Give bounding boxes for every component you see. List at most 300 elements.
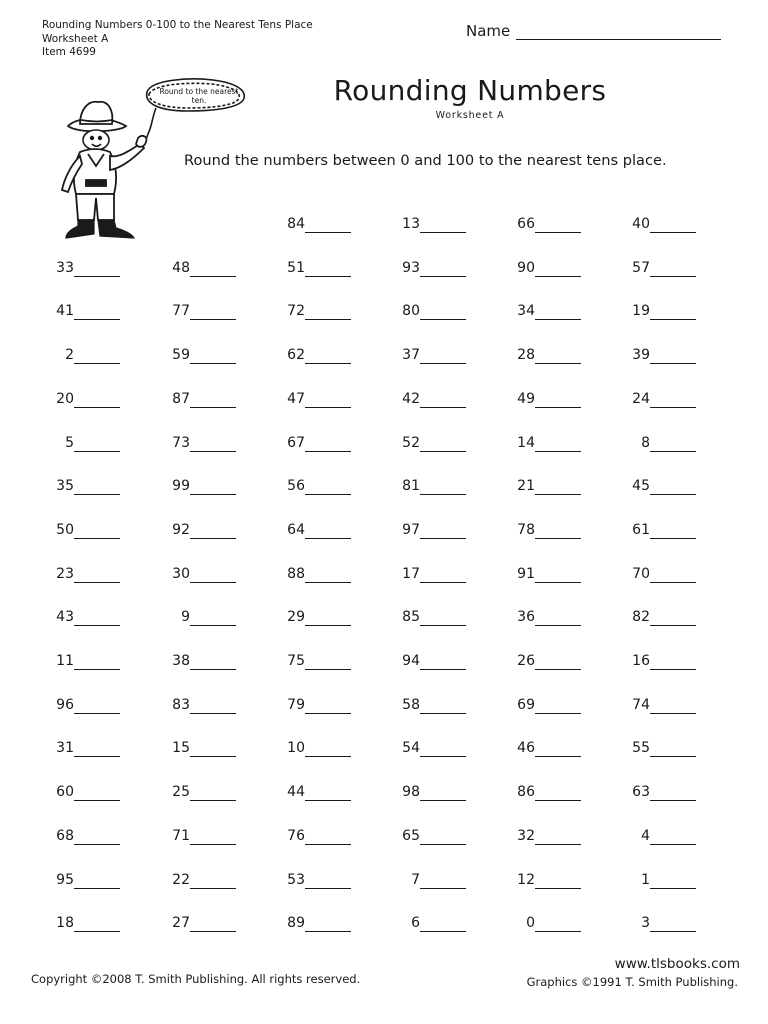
problem-number: 75 <box>287 653 305 669</box>
problem-number: 59 <box>172 347 190 364</box>
rounding-problem <box>586 915 696 937</box>
answer-blank[interactable] <box>305 844 351 845</box>
answer-blank[interactable] <box>74 669 120 670</box>
problem-number: 64 <box>287 521 305 538</box>
answer-blank[interactable] <box>650 931 696 932</box>
answer-blank[interactable] <box>535 756 581 757</box>
rounding-problem <box>471 697 581 719</box>
problem-number: 55 <box>632 740 650 757</box>
answer-blank[interactable] <box>305 582 351 583</box>
rounding-problem <box>10 435 120 457</box>
problem-number: 54 <box>402 740 420 757</box>
rounding-problem <box>586 784 696 806</box>
answer-blank[interactable] <box>420 319 466 320</box>
problem-number: 88 <box>287 565 305 582</box>
problem-number: 57 <box>632 259 650 276</box>
answer-blank[interactable] <box>650 713 696 714</box>
rounding-problem <box>241 478 351 500</box>
problem-number: 36 <box>517 609 535 626</box>
problem-number: 44 <box>287 784 305 801</box>
answer-blank[interactable] <box>420 756 466 757</box>
rounding-problem <box>471 347 581 369</box>
problem-number: 77 <box>172 303 190 320</box>
answer-blank[interactable] <box>190 276 236 277</box>
rounding-problem <box>126 609 236 631</box>
rounding-problem <box>471 566 581 588</box>
rounding-problem <box>10 303 120 325</box>
answer-blank[interactable] <box>650 669 696 670</box>
answer-blank[interactable] <box>535 844 581 845</box>
rounding-problem <box>10 915 120 937</box>
problem-number: 72 <box>287 303 305 320</box>
rounding-problem <box>356 915 466 937</box>
problem-number: 31 <box>56 740 74 757</box>
rounding-problem <box>356 303 466 325</box>
answer-blank[interactable] <box>190 756 236 757</box>
rounding-problem <box>356 872 466 894</box>
problem-number: 84 <box>287 216 305 232</box>
graphics-credit: Graphics ©1991 T. Smith Publishing. <box>526 975 738 989</box>
answer-blank[interactable] <box>650 756 696 757</box>
problem-number: 45 <box>632 478 650 495</box>
rounding-problem <box>586 303 696 325</box>
rounding-problem <box>241 828 351 850</box>
problem-number: 95 <box>56 871 74 888</box>
answer-blank[interactable] <box>305 800 351 801</box>
answer-blank[interactable] <box>420 451 466 452</box>
answer-blank[interactable] <box>535 276 581 277</box>
problem-number: 16 <box>632 653 650 669</box>
problem-number: 65 <box>402 827 420 844</box>
rounding-problem <box>356 435 466 457</box>
rounding-problem <box>241 216 351 238</box>
answer-blank[interactable] <box>305 319 351 320</box>
rounding-problem <box>471 653 581 675</box>
problem-number: 32 <box>517 827 535 844</box>
problem-number: 12 <box>517 871 535 888</box>
answer-blank[interactable] <box>190 494 236 495</box>
answer-blank[interactable] <box>74 538 120 539</box>
rounding-problem <box>10 872 120 894</box>
answer-blank[interactable] <box>650 407 696 408</box>
answer-blank[interactable] <box>305 756 351 757</box>
rounding-problem <box>356 740 466 762</box>
answer-blank[interactable] <box>74 713 120 714</box>
rounding-problem <box>471 522 581 544</box>
rounding-problem <box>126 697 236 719</box>
rounding-problem <box>471 872 581 894</box>
problem-number: 24 <box>632 390 650 407</box>
answer-blank[interactable] <box>650 844 696 845</box>
problem-number: 19 <box>632 303 650 320</box>
rounding-problem <box>471 740 581 762</box>
answer-blank[interactable] <box>535 494 581 495</box>
answer-blank[interactable] <box>420 582 466 583</box>
problem-number: 93 <box>402 259 420 276</box>
rounding-problem <box>471 216 581 238</box>
rounding-problem <box>356 478 466 500</box>
answer-blank[interactable] <box>190 407 236 408</box>
rounding-problem <box>471 391 581 413</box>
name-write-line <box>516 23 721 40</box>
rounding-problem <box>356 391 466 413</box>
problem-number: 30 <box>172 565 190 582</box>
answer-blank[interactable] <box>650 451 696 452</box>
problem-number: 61 <box>632 521 650 538</box>
answer-blank[interactable] <box>74 756 120 757</box>
rounding-problem <box>126 872 236 894</box>
problem-number: 94 <box>402 653 420 669</box>
problem-number: 51 <box>287 259 305 276</box>
answer-blank[interactable] <box>650 363 696 364</box>
rounding-problem <box>241 872 351 894</box>
rounding-problem <box>241 609 351 631</box>
answer-blank[interactable] <box>420 931 466 932</box>
problem-number: 87 <box>172 390 190 407</box>
answer-blank[interactable] <box>74 451 120 452</box>
problem-number: 80 <box>402 303 420 320</box>
problem-number: 3 <box>641 915 650 932</box>
answer-blank[interactable] <box>420 800 466 801</box>
problem-number: 78 <box>517 521 535 538</box>
answer-blank[interactable] <box>420 888 466 889</box>
rounding-problem <box>10 391 120 413</box>
answer-blank[interactable] <box>190 888 236 889</box>
rounding-problem <box>241 303 351 325</box>
answer-blank[interactable] <box>535 888 581 889</box>
copyright-notice: Copyright ©2008 T. Smith Publishing. All rights reserved. <box>31 972 361 986</box>
answer-blank[interactable] <box>420 407 466 408</box>
rounding-problem <box>586 653 696 675</box>
answer-blank[interactable] <box>74 931 120 932</box>
rounding-problem <box>586 828 696 850</box>
rounding-problem <box>126 347 236 369</box>
problem-number: 9 <box>181 609 190 626</box>
rounding-problem <box>471 303 581 325</box>
answer-blank[interactable] <box>190 931 236 932</box>
answer-blank[interactable] <box>190 582 236 583</box>
answer-blank[interactable] <box>420 494 466 495</box>
answer-blank[interactable] <box>190 669 236 670</box>
problem-number: 68 <box>56 827 74 844</box>
problem-number: 85 <box>402 609 420 626</box>
answer-blank[interactable] <box>535 931 581 932</box>
answer-blank[interactable] <box>74 844 120 845</box>
rounding-problem <box>241 522 351 544</box>
answer-blank[interactable] <box>190 363 236 364</box>
problem-number: 13 <box>402 216 420 232</box>
answer-blank[interactable] <box>305 451 351 452</box>
answer-blank[interactable] <box>420 625 466 626</box>
answer-blank[interactable] <box>650 582 696 583</box>
answer-blank[interactable] <box>420 276 466 277</box>
problem-number: 99 <box>172 478 190 495</box>
name-field <box>466 22 721 40</box>
answer-blank[interactable] <box>535 538 581 539</box>
problem-number: 53 <box>287 871 305 888</box>
answer-blank[interactable] <box>535 232 581 233</box>
problem-number: 39 <box>632 347 650 364</box>
answer-blank[interactable] <box>535 625 581 626</box>
rounding-problem <box>356 216 466 238</box>
rounding-problem <box>356 347 466 369</box>
problem-number: 5 <box>65 434 74 451</box>
answer-blank[interactable] <box>305 363 351 364</box>
cowboy-hat-icon <box>68 102 126 132</box>
answer-blank[interactable] <box>650 319 696 320</box>
problem-number: 97 <box>402 521 420 538</box>
problem-number: 86 <box>517 784 535 801</box>
answer-blank[interactable] <box>305 407 351 408</box>
rounding-problem <box>241 347 351 369</box>
problem-number: 90 <box>517 259 535 276</box>
answer-blank[interactable] <box>535 669 581 670</box>
answer-blank[interactable] <box>305 669 351 670</box>
rounding-problem <box>586 435 696 457</box>
rounding-problem <box>586 697 696 719</box>
problem-number: 22 <box>172 871 190 888</box>
answer-blank[interactable] <box>420 713 466 714</box>
lasso-bubble-text: Round to the nearest ten. <box>159 87 239 105</box>
problem-number: 33 <box>56 259 74 276</box>
answer-blank[interactable] <box>650 888 696 889</box>
answer-blank[interactable] <box>535 451 581 452</box>
problem-number: 38 <box>172 653 190 669</box>
answer-blank[interactable] <box>650 276 696 277</box>
answer-blank[interactable] <box>190 451 236 452</box>
answer-blank[interactable] <box>190 800 236 801</box>
name-label: Name <box>466 22 511 40</box>
rounding-problem <box>356 697 466 719</box>
answer-blank[interactable] <box>650 625 696 626</box>
rounding-problem <box>471 609 581 631</box>
problem-number: 29 <box>287 609 305 626</box>
item-number-line: Item 4699 <box>42 46 96 58</box>
rounding-problem <box>356 653 466 675</box>
rounding-problem <box>126 391 236 413</box>
answer-blank[interactable] <box>190 713 236 714</box>
problem-number: 92 <box>172 521 190 538</box>
problem-number: 50 <box>56 521 74 538</box>
problem-number: 69 <box>517 696 535 713</box>
problem-number: 2 <box>65 347 74 364</box>
answer-blank[interactable] <box>535 713 581 714</box>
answer-blank[interactable] <box>650 538 696 539</box>
answer-blank[interactable] <box>74 625 120 626</box>
problem-number: 96 <box>56 696 74 713</box>
answer-blank[interactable] <box>305 538 351 539</box>
rounding-problem <box>471 478 581 500</box>
answer-blank[interactable] <box>650 494 696 495</box>
problem-number: 40 <box>632 216 650 232</box>
problem-number: 67 <box>287 434 305 451</box>
rounding-problem <box>10 697 120 719</box>
answer-blank[interactable] <box>535 363 581 364</box>
instructions: Round the numbers between 0 and 100 to the nearest tens place. <box>184 152 667 169</box>
problem-number: 83 <box>172 696 190 713</box>
rounding-problem <box>241 784 351 806</box>
problem-number: 63 <box>632 784 650 801</box>
problem-number: 23 <box>56 565 74 582</box>
answer-blank[interactable] <box>305 232 351 233</box>
problem-number: 0 <box>526 915 535 932</box>
rounding-problem <box>356 828 466 850</box>
answer-blank[interactable] <box>535 582 581 583</box>
rounding-problem <box>126 260 236 282</box>
problem-number: 27 <box>172 915 190 932</box>
problem-number: 56 <box>287 478 305 495</box>
answer-blank[interactable] <box>74 407 120 408</box>
problem-number: 14 <box>517 434 535 451</box>
rounding-problem <box>356 522 466 544</box>
answer-blank[interactable] <box>535 319 581 320</box>
problem-number: 62 <box>287 347 305 364</box>
answer-blank[interactable] <box>74 494 120 495</box>
problem-number: 43 <box>56 609 74 626</box>
rounding-problem <box>126 478 236 500</box>
rounding-problem <box>586 566 696 588</box>
rounding-problem <box>586 522 696 544</box>
rounding-problem <box>586 609 696 631</box>
problem-number: 79 <box>287 696 305 713</box>
problem-number: 42 <box>402 390 420 407</box>
answer-blank[interactable] <box>305 625 351 626</box>
rounding-problem <box>126 566 236 588</box>
problem-number: 70 <box>632 565 650 582</box>
rounding-problem <box>241 391 351 413</box>
problem-number: 52 <box>402 434 420 451</box>
problem-number: 6 <box>411 915 420 932</box>
rounding-problem <box>241 435 351 457</box>
problem-number: 74 <box>632 696 650 713</box>
answer-blank[interactable] <box>420 363 466 364</box>
rounding-problem <box>126 915 236 937</box>
problem-number: 49 <box>517 390 535 407</box>
rounding-problem <box>241 653 351 675</box>
problem-number: 66 <box>517 216 535 232</box>
problem-number: 1 <box>641 871 650 888</box>
problem-number: 28 <box>517 347 535 364</box>
problem-number: 73 <box>172 434 190 451</box>
rounding-problem <box>10 522 120 544</box>
problem-number: 34 <box>517 303 535 320</box>
answer-blank[interactable] <box>535 800 581 801</box>
rounding-problem <box>126 303 236 325</box>
worksheet-letter-line: Worksheet A <box>42 32 109 45</box>
rounding-problem <box>586 391 696 413</box>
problem-number: 37 <box>402 347 420 364</box>
answer-blank[interactable] <box>420 844 466 845</box>
rounding-problem <box>586 216 696 238</box>
rounding-problem <box>241 566 351 588</box>
problem-number: 10 <box>287 740 305 757</box>
problem-number: 25 <box>172 784 190 801</box>
rounding-problem <box>586 872 696 894</box>
problem-number: 21 <box>517 478 535 495</box>
problem-number: 35 <box>56 478 74 495</box>
worksheet-header-info <box>42 19 313 60</box>
problem-number: 48 <box>172 259 190 276</box>
rounding-problem <box>10 347 120 369</box>
worksheet-title-line: Rounding Numbers 0-100 to the Nearest Tens Place <box>42 19 313 31</box>
rounding-problem <box>241 260 351 282</box>
answer-blank[interactable] <box>420 538 466 539</box>
answer-blank[interactable] <box>535 407 581 408</box>
rounding-problem <box>126 522 236 544</box>
problem-number: 89 <box>287 915 305 932</box>
website-link[interactable]: www.tlsbooks.com <box>614 956 740 972</box>
answer-blank[interactable] <box>190 538 236 539</box>
rounding-problem <box>586 347 696 369</box>
answer-blank[interactable] <box>190 625 236 626</box>
problem-number: 60 <box>56 784 74 801</box>
answer-blank[interactable] <box>305 888 351 889</box>
problem-number: 71 <box>172 827 190 844</box>
page-title: Rounding Numbers <box>333 74 607 107</box>
problem-number: 20 <box>56 390 74 407</box>
problem-number: 4 <box>641 827 650 844</box>
rounding-problem <box>126 653 236 675</box>
problem-number: 76 <box>287 827 305 844</box>
answer-blank[interactable] <box>74 319 120 320</box>
rounding-problem <box>356 260 466 282</box>
answer-blank[interactable] <box>305 713 351 714</box>
answer-blank[interactable] <box>74 888 120 889</box>
answer-blank[interactable] <box>74 363 120 364</box>
rounding-problem <box>471 260 581 282</box>
problem-number: 18 <box>56 915 74 932</box>
cowboy-head-icon <box>83 130 109 150</box>
rounding-problem <box>10 609 120 631</box>
problem-number: 91 <box>517 565 535 582</box>
rounding-problem <box>471 915 581 937</box>
rounding-problem <box>586 478 696 500</box>
problem-number: 7 <box>411 871 420 888</box>
problem-number: 82 <box>632 609 650 626</box>
answer-blank[interactable] <box>190 844 236 845</box>
rounding-problem <box>10 260 120 282</box>
cowboy-boots-icon <box>66 220 134 238</box>
rounding-problem <box>471 828 581 850</box>
rounding-problem <box>241 697 351 719</box>
rounding-problem <box>126 828 236 850</box>
rounding-problem <box>586 260 696 282</box>
rounding-problem <box>471 784 581 806</box>
problem-number: 58 <box>402 696 420 713</box>
answer-blank[interactable] <box>420 669 466 670</box>
answer-blank[interactable] <box>420 232 466 233</box>
rounding-problem <box>126 740 236 762</box>
answer-blank[interactable] <box>74 800 120 801</box>
answer-blank[interactable] <box>305 494 351 495</box>
page-subtitle: Worksheet A <box>435 110 505 121</box>
rounding-problem <box>356 784 466 806</box>
rounding-problem <box>126 784 236 806</box>
answer-blank[interactable] <box>305 276 351 277</box>
answer-blank[interactable] <box>74 582 120 583</box>
answer-blank[interactable] <box>305 931 351 932</box>
rounding-problem <box>356 609 466 631</box>
answer-blank[interactable] <box>650 232 696 233</box>
rounding-problem <box>586 740 696 762</box>
rounding-problem <box>241 915 351 937</box>
rounding-problem <box>10 828 120 850</box>
answer-blank[interactable] <box>74 276 120 277</box>
problem-number: 8 <box>641 434 650 451</box>
problem-number: 46 <box>517 740 535 757</box>
answer-blank[interactable] <box>190 319 236 320</box>
answer-blank[interactable] <box>650 800 696 801</box>
